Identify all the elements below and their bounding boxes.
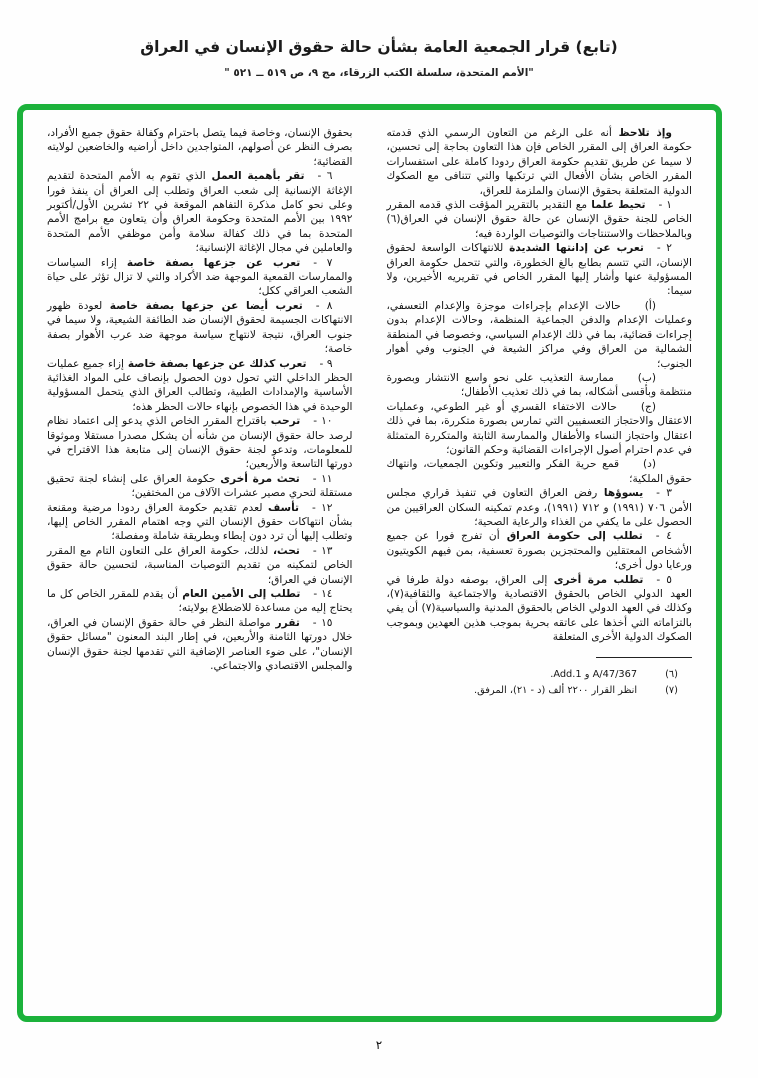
paragraph-number: ٨ -: [315, 299, 333, 312]
paragraph-number: (أ): [644, 299, 656, 312]
paragraph-lead: تطلب إلى الأمين العام: [177, 588, 301, 600]
paragraph-number: ١ -: [658, 199, 672, 212]
footnote: (٧)انظر القرار ٢٢٠٠ ألف (د - ٢١)، المرفق.: [473, 684, 678, 696]
green-frame: [17, 104, 722, 1022]
paragraph-number: ٧ -: [313, 256, 333, 269]
paragraph-lead: تحيط علما: [587, 199, 646, 212]
resolution-paragraph: ١١ -تحث مرة أخرى حكومة العراق على إنشاء لجنة تحقيق مستقلة لتحري مصير عشرات الآلاف من المختفين؛: [47, 472, 353, 500]
footnotes-section: [387, 657, 693, 699]
paragraph-number: (ج): [640, 400, 656, 413]
column-right-paragraphs: [387, 126, 693, 645]
two-column-layout: [47, 126, 692, 1008]
paragraph-lead: تطلب مرة أخرى: [547, 573, 644, 586]
page-title: (تابع) قرار الجمعية العامة بشأن حالة حقوق الإنسان في العراق: [140, 38, 618, 56]
resolution-paragraph: ١ -تحيط علما مع التقدير بالتقرير المؤقت الذي قدمه المقرر الخاص للجنة حقوق الإنسان عن حالة حقوق الإنسان في العراق(٦) وبالملاحظات والاستنتاجات والتوصيات الواردة فيه؛: [386, 199, 692, 240]
paragraph-lead: تقرر: [270, 616, 300, 629]
paragraph-lead: ترحب: [266, 415, 301, 428]
paragraph-number: ٦ -: [317, 170, 333, 183]
paragraph-lead: تعرب كذلك عن جزعها بصفة خاصة: [123, 357, 307, 370]
paragraph-lead: تطلب إلى حكومة العراق: [499, 530, 643, 543]
resolution-paragraph: ٢ -تعرب عن إدانتها الشديدة للانتهاكات الواسعة لحقوق الإنسان، التي تتسم بطابع بالغ الخطورة، والتي تتحمل حكومة العراق المسؤولية عنها وأشار إليها المقرر الخاص في تقريريه الأخيرين، ولا سيما:: [386, 242, 692, 298]
paragraph-number: ٥ -: [656, 573, 672, 586]
paragraph-number: ١٥ -: [312, 616, 333, 629]
paragraph-lead: تحث مرة أخرى: [215, 472, 300, 485]
paragraph-number: (ب): [637, 371, 656, 384]
paragraph-number: ٤ -: [655, 530, 672, 543]
paragraph-number: ١١ -: [312, 472, 333, 485]
resolution-sub-item: (أ)حالات الإعدام بإجراءات موجزة والإعدام التعسفي، وعمليات الإعدام والدفن الجماعية المنظمة، وحالات الإعدام بدون إجراءات قضائية، بما في ذلك الإعدام السياسي، وخصوصا في المنطقة الشمالية من العراق وفي مراكز الشيعة في الجنوب وفي أهوار الجنوب؛: [386, 299, 692, 370]
resolution-paragraph: ١٣ -تحث، لذلك، حكومة العراق على التعاون التام مع المقرر الخاص لتمكينه من تقديم التوصيات المناسبة، لتحسين حالة حقوق الإنسان في العراق؛: [47, 544, 353, 586]
paragraph-number: ١٤ -: [313, 588, 333, 600]
resolution-paragraph: ٣ -يسوؤها رفض العراق التعاون في تنفيذ قراري مجلس الأمن ٧٠٦ (١٩٩١) و ٧١٢ (١٩٩١)، وعدم تمكينه السكان العراقيين من الحصول على ما يكفي من الغذاء والرعاية الصحية؛: [386, 487, 692, 528]
paragraph-lead: تعرب عن إدانتها الشديدة: [503, 242, 644, 255]
paragraph-number: ١٣ -: [312, 544, 333, 557]
paragraph-lead: تأسف: [262, 501, 300, 514]
page-number: ٢: [375, 1038, 383, 1052]
column-left-paragraphs: [47, 126, 353, 673]
paragraph-number: ٢ -: [656, 242, 672, 255]
resolution-paragraph: ٨ -تعرب أيضا عن جزعها بصفة خاصة لعودة ظهور الانتهاكات الجسيمة لحقوق الإنسان ضد الطائفة الشيعية، ولا سيما في جنوب العراق، نتيجة لانتهاج سياسة موجهة ضد عرب الأهوار بصفة خاصة؛: [47, 299, 353, 356]
resolution-sub-item: (ب)ممارسة التعذيب على نحو واسع الانتشار وبصورة منتظمة وبأقسى أشكاله، بما في ذلك تعذيب الأطفال؛: [386, 371, 692, 399]
footnote-marker: (٧): [665, 684, 678, 696]
resolution-paragraph: وإذ تلاحظ أنه على الرغم من التعاون الرسمي الذي قدمته حكومة العراق إلى المقرر الخاص فإن هذا التعاون بحاجة إلى تحسين، لا سيما عن طريق تقديم حكومة العراق ردودا كاملة على استفسارات المقرر الخاص بشأن الأفعال التي ترتكبها والتي تتنافى مع الصكوك الدولية المتعلقة بحقوق الإنسان والملزمة للعراق،: [386, 127, 692, 197]
resolution-paragraph: ٧ -تعرب عن جزعها بصفة خاصة إزاء السياسات والممارسات القمعية الموجهة ضد الأكراد والتي لا تزال تؤثر على حياة الشعب العراقي ككل؛: [47, 256, 353, 298]
resolution-paragraph: ١٢ -تأسف لعدم تقديم حكومة العراق ردودا مرضية ومقنعة بشأن انتهاكات حقوق الإنسان التي وجه اهتمام المقرر الخاص إليها، وتطلب إليها أن ترد دون إبطاء وبطريقة شاملة ومفصلة؛: [47, 501, 353, 543]
resolution-paragraph: ٤ -تطلب إلى حكومة العراق أن تفرج فورا عن جميع الأشخاص المعتقلين والمحتجزين بصورة تعسفية، بمن فيهم الكويتيون ورعايا دول أخرى؛: [386, 530, 692, 572]
paragraph-lead: تحث،: [268, 544, 300, 557]
resolution-paragraph: ٦ -تقر بأهمية العمل الذي تقوم به الأمم المتحدة لتقديم الإغاثة الإنسانية إلى شعب العراق وتطلب إلى العراق أن ينفذ فورا وعلى نحو كامل مذكرة التفاهم الموقعة في ٢٢ تشرين الأول/أكتوبر ١٩٩٢ بين الأمم المتحدة وحكومة العراق وأن يتعاون مع برامج الأمم المتحدة بما في ذلك كفالة سلامة وأمن موظفي الأمم المتحدة والعاملين في مجال الإغاثة الإنسانية؛: [47, 170, 353, 255]
paragraph-number: (د): [643, 458, 656, 471]
footnote: (٦)A/47/367 و Add.1.: [550, 668, 678, 680]
resolution-paragraph: ١٠ -ترحب باقتراح المقرر الخاص الذي يدعو إلى اعتماد نظام لرصد حالة حقوق الإنسان من شأنه أن يشكل مصدرا مستقلا وموثوقا للمعلومات، وتدعو لجنة حقوق الإنسان إلى متابعة هذا الاقتراح في دورتها التاسعة والأربعين؛: [47, 415, 353, 471]
resolution-paragraph: ٩ -تعرب كذلك عن جزعها بصفة خاصة إزاء جميع عمليات الحظر الداخلي التي تحول دون الحصول بإنصاف على المواد الغذائية الأساسية والإمدادات الطبية، وتطالب العراق الذي يتحمل المسؤولية الوحيدة في هذا الخصوص بإنهاء حالات الحظر هذه؛: [47, 357, 353, 413]
paragraph-number: ١٢ -: [312, 501, 333, 514]
footnote-separator: [596, 657, 692, 658]
paragraph-lead: وإذ تلاحظ: [611, 127, 673, 139]
column-right: [387, 126, 693, 1008]
paragraph-lead: تعرب أيضا عن جزعها بصفة خاصة: [102, 299, 303, 312]
resolution-sub-item: (ج)حالات الاختفاء القسري أو غير الطوعي، وعمليات الاعتقال والاحتجاز التعسفيين التي تمارس بصورة متكررة، بما في ذلك اعتقال واحتجاز النساء والأطفال والممارسة الثابتة والمتكررة المتمثلة في عدم احترام أصول الإجراءات القضائية وحكم القانون؛: [386, 400, 692, 456]
paragraph-lead: تقر بأهمية العمل: [205, 170, 305, 183]
column-left: [47, 126, 353, 1008]
paragraph-lead: تعرب عن جزعها بصفة خاصة: [116, 256, 301, 269]
resolution-paragraph: ٥ -تطلب مرة أخرى إلى العراق، بوصفه دولة طرفا في العهد الدولي الخاص بالحقوق الاقتصادية والاجتماعية والثقافية(٧)، وكذلك في العهد الدولي الخاص بالحقوق المدنية والسياسية(٧) أن يفي بالتزاماته التي أخذها على عاتقه بحرية بموجب هذين العهدين وبموجب الصكوك الدولية الأخرى المتعلقة: [386, 573, 692, 644]
page-subtitle: "الأمم المتحدة، سلسلة الكتب الزرقاء، مج ٩، ص ٥١٩ ــ ٥٢١ ": [224, 67, 534, 79]
paragraph-lead: يسوؤها: [597, 487, 644, 500]
footnote-list: [387, 667, 693, 699]
footnote-marker: (٦): [665, 668, 678, 680]
resolution-sub-item: (د)قمع حرية الفكر والتعبير وتكوين الجمعيات، وانتهاك حقوق الملكية؛: [386, 458, 692, 485]
resolution-paragraph: ١٤ -تطلب إلى الأمين العام أن يقدم للمقرر الخاص كل ما يحتاج إليه من مساعدة للاضطلاع بولايته؛: [47, 588, 353, 615]
paragraph-number: ٣ -: [656, 487, 672, 500]
paragraph-number: ١٠ -: [313, 415, 333, 428]
resolution-paragraph: بحقوق الإنسان، وخاصة فيما يتصل باحترام وكفالة حقوق جميع الأفراد، بصرف النظر عن أصولهم، المتواجدين داخل أراضيه والخاضعين لولايته القضائية؛: [47, 127, 353, 168]
document-header: [0, 0, 758, 79]
paragraph-number: ٩ -: [319, 357, 333, 370]
resolution-paragraph: ١٥ -تقرر مواصلة النظر في حالة حقوق الإنسان في العراق، خلال دورتها الثامنة والأربعين، في إطار البند المعنون "مسائل حقوق الإنسان"، على ضوء العناصر الإضافية التي تقدمها لجنة حقوق الإنسان والمجلس الاقتصادي والاجتماعي.: [47, 616, 353, 673]
